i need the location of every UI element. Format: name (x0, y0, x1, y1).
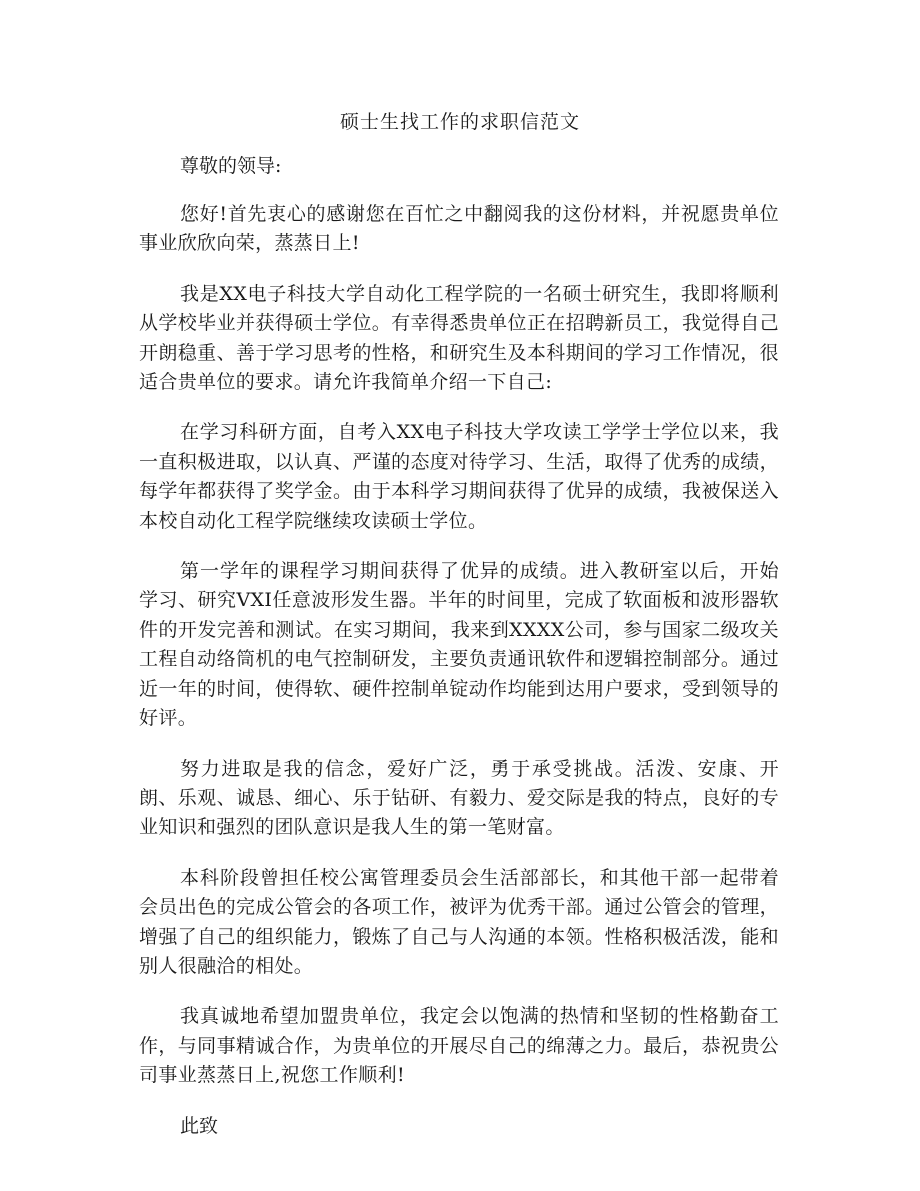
closing: 此致 (180, 1114, 219, 1137)
paragraph-graduate-work: 第一学年的课程学习期间获得了优异的成绩。进入教研室以后，开始学习、研究VXI任意波形发生器。半年的时间里，完成了软面板和波形器软件的开发完善和测试。在实习期间，我来到XXXX公司，参与国家二级攻关工程自动络筒机的电气控制研发，主要负责通讯软件和逻辑控制部分。通过近一年的时间，使得软、硬件控制单锭动作均能到达用户要求，受到领导的好评。 (139, 560, 779, 730)
salutation: 尊敬的领导: (180, 155, 282, 177)
document-title: 硕士生找工作的求职信范文 (339, 111, 580, 133)
paragraph-greeting: 您好!首先衷心的感谢您在百忙之中翻阅我的这份材料，并祝愿贵单位事业欣欣向荣，蒸蒸日上! (139, 203, 779, 255)
paragraph-leadership: 本科阶段曾担任校公寓管理委员会生活部部长，和其他干部一起带着会员出色的完成公管会的各项工作，被评为优秀干部。通过公管会的管理，增强了自己的组织能力，锻炼了自己与人沟通的本领。性格积极活泼，能和别人很融洽的相处。 (139, 866, 779, 977)
paragraph-conclusion: 我真诚地希望加盟贵单位，我定会以饱满的热情和坚韧的性格勤奋工作，与同事精诚合作，为贵单位的开展尽自己的绵薄之力。最后，恭祝贵公司事业蒸蒸日上,祝您工作顺利! (139, 1005, 779, 1087)
paragraph-personality: 努力进取是我的信念，爱好广泛，勇于承受挑战。活泼、安康、开朗、乐观、诚恳、细心、乐于钻研、有毅力、爱交际是我的特点，良好的专业知识和强烈的团队意识是我人生的第一笔财富。 (139, 757, 779, 839)
letter-body (139, 152, 779, 1140)
paragraph-study-research: 在学习科研方面，自考入XX电子科技大学攻读工学学士学位以来，我一直积极进取，以认真、严谨的态度对待学习、生活，取得了优秀的成绩，每学年都获得了奖学金。由于本科学习期间获得了优异的成绩，我被保送入本校自动化工程学院继续攻读硕士学位。 (139, 421, 779, 532)
paragraph-introduction: 我是XX电子科技大学自动化工程学院的一名硕士研究生，我即将顺利从学校毕业并获得硕士学位。有幸得悉贵单位正在招聘新员工，我觉得自己开朗稳重、善于学习思考的性格，和研究生及本科期间的学习工作情况，很适合贵单位的要求。请允许我简单介绍一下自己: (139, 282, 779, 394)
